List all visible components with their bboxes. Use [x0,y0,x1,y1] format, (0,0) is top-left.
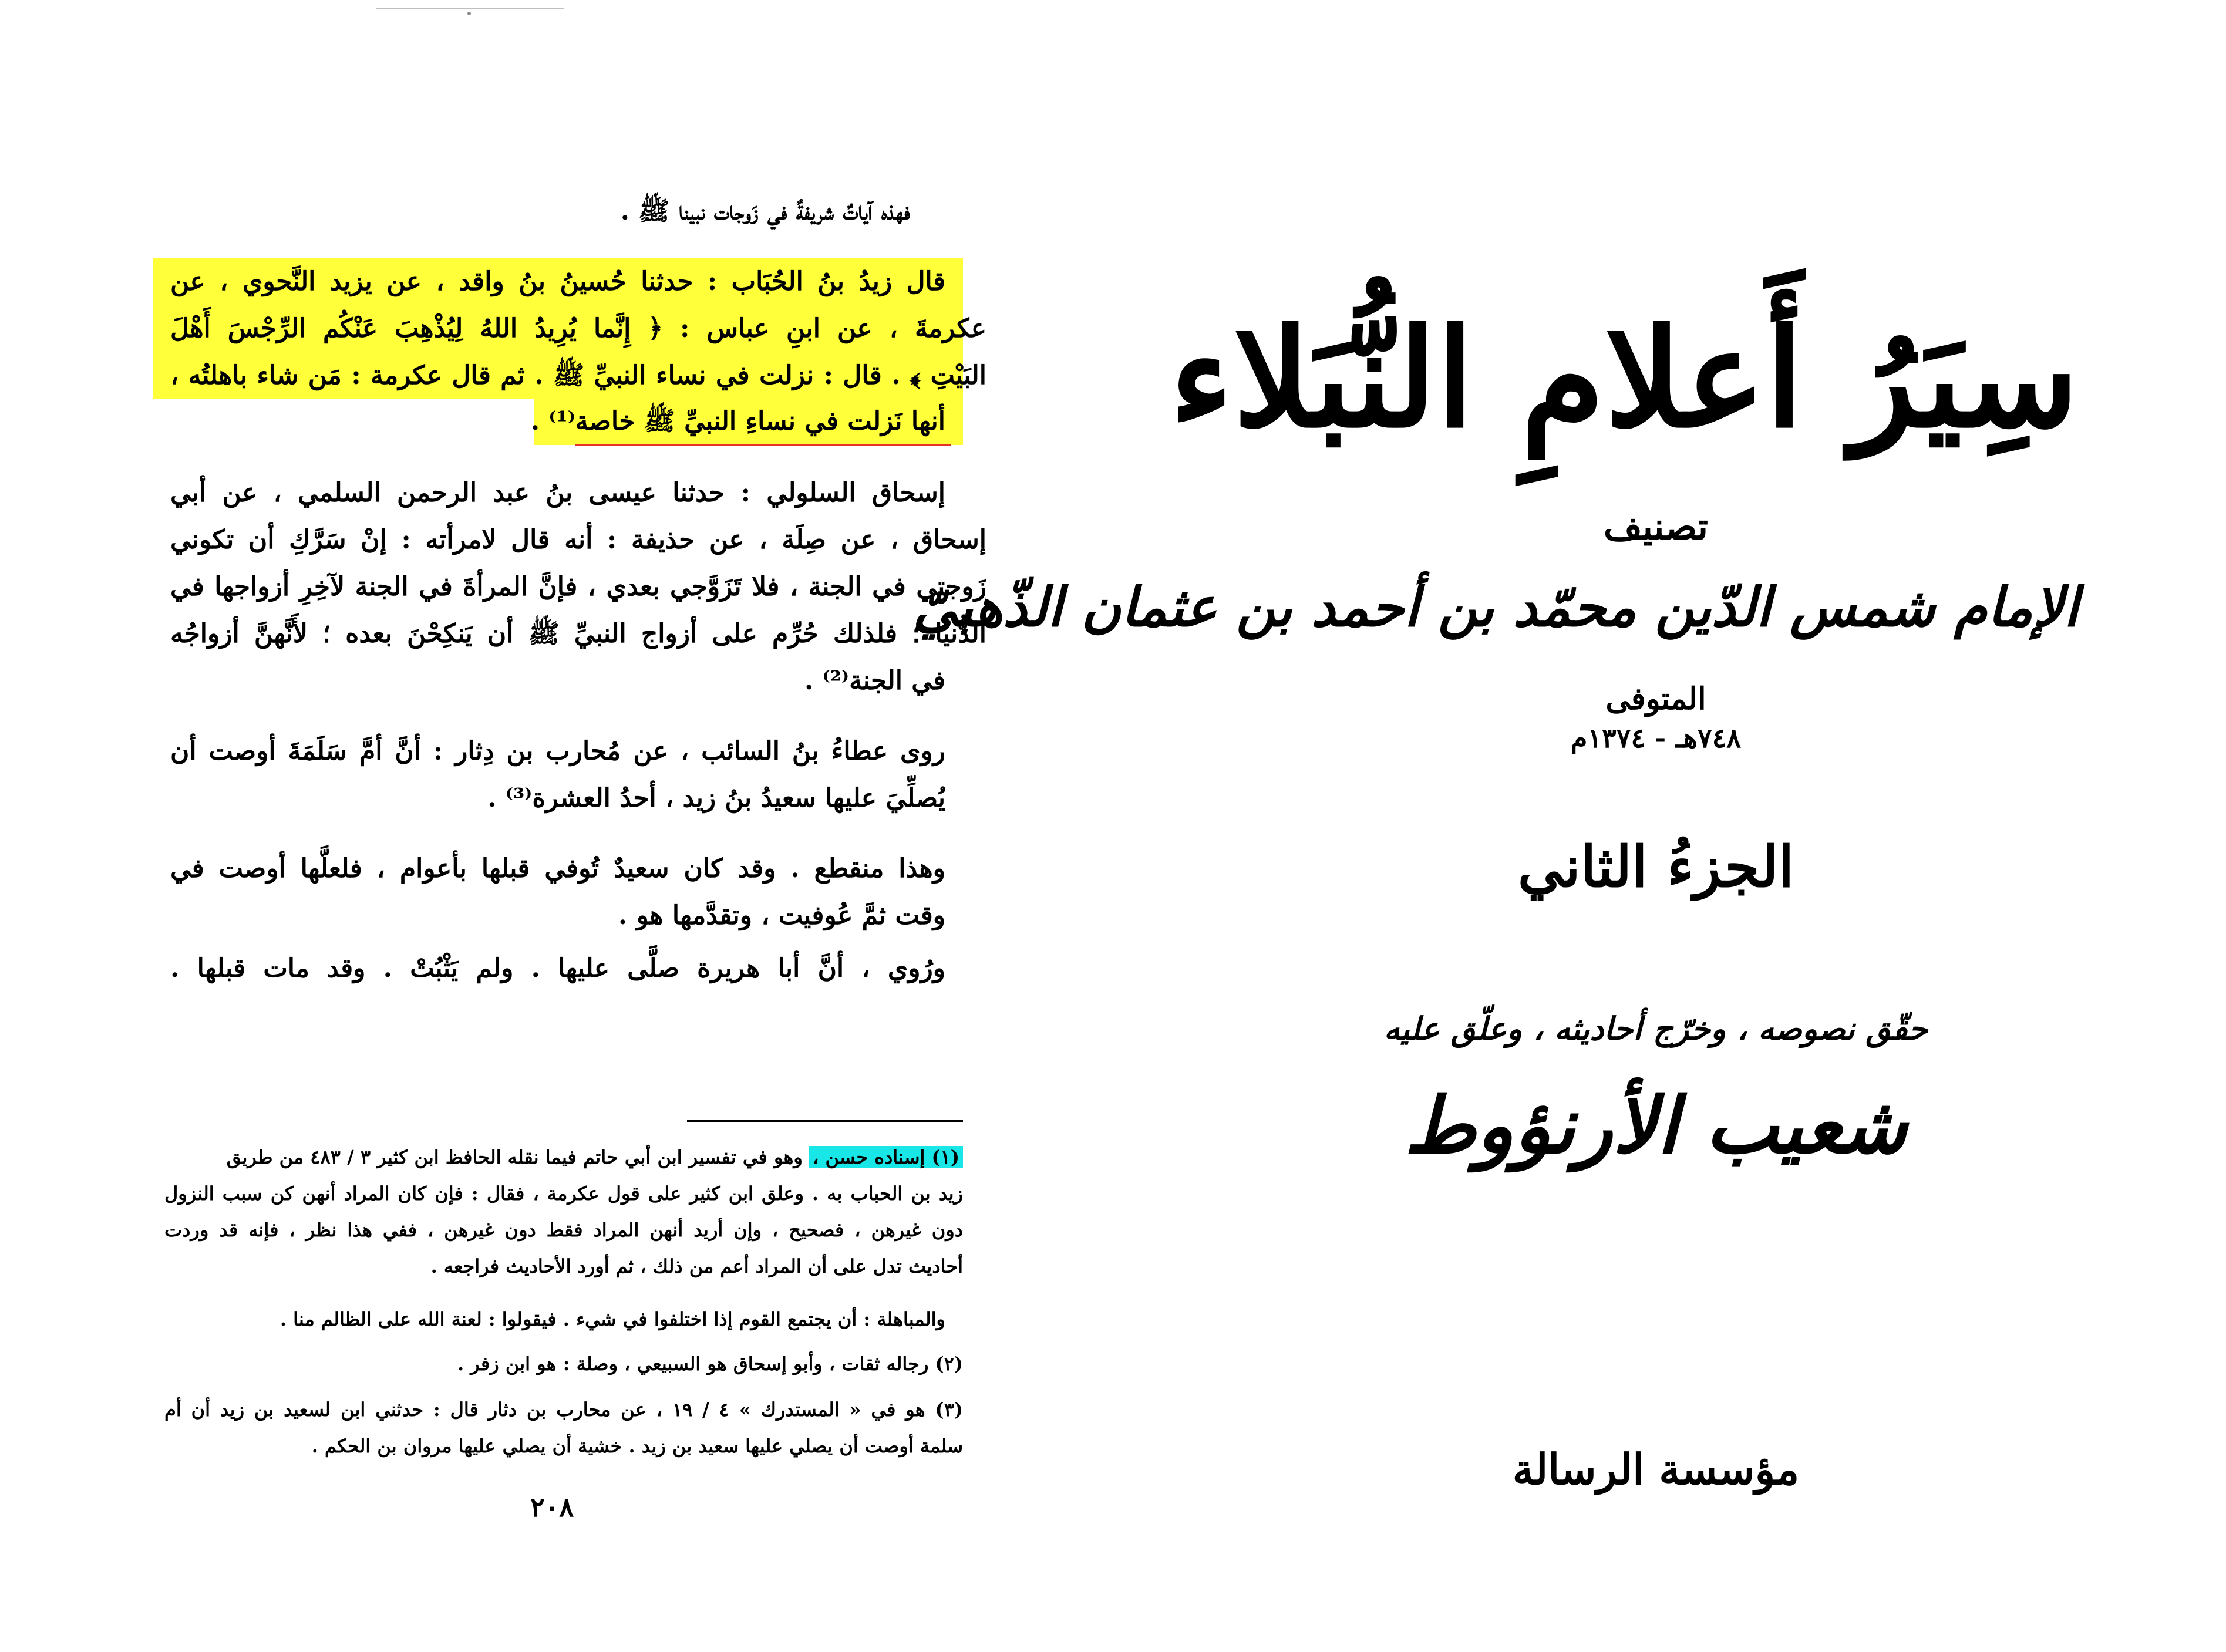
text-line: البَيْتِ ﴾ . قال : نزلت في نساء النبيِّ ﷺ . ثم قال عكرمة : مَن شاء باهلتُه ، [170,360,986,390]
death-dates: ٧٤٨هـ - ١٣٧٤م [1570,722,1742,754]
text-line: في الجنة⁽²⁾ . [804,666,945,696]
editor-role: حقّق نصوصه ، وخرّج أحاديثه ، وعلّق عليه [1383,1010,1928,1047]
text-line: يُصلِّيَ عليها سعيدُ بنُ زيد ، أحدُ العشرة⁽³⁾ . [487,783,945,813]
footnote-line: دون غيرهن ، فصحيح ، وإن أريد أنهن المراد فقط دون غيرهن ، ففي هذا نظر ، فإنه قد وردت [164,1219,963,1241]
scan-top-rule [376,8,564,9]
footnote-line: والمباهلة : أن يجتمع القوم إذا اختلفوا في شيء . فيقولوا : لعنة الله على الظالم منا . [279,1308,945,1330]
footnote-text: وهو في تفسير ابن أبي حاتم فيما نقله الحافظ ابن كثير ٣ / ٤٨٣ من طريق [226,1146,803,1168]
text-line: فهذه آياتٌ شريفةٌ في زَوجات نبينا ﷺ . [620,196,910,226]
text-line: إسحاق ، عن صِلَة ، عن حذيفة : أنه قال لامرأته : إنْ سَرَّكِ أن تكوني [170,525,986,555]
text-line: قال زيدُ بنُ الحُبَاب : حدثنا حُسينُ بنُ واقد ، عن يزيد النَّحوي ، عن [170,267,945,296]
page-number: ٢٠٨ [530,1491,574,1523]
scan-top-dot [467,12,471,15]
footnote-divider [687,1120,963,1122]
text-line: وقت ثمَّ عُوفيت ، وتقدَّمها هو . [618,901,945,930]
text-line: روى عطاءُ بنُ السائب ، عن مُحارب بن دِثار : أنَّ أمَّ سَلَمَةَ أوصت أن [170,736,945,766]
footnote-line [164,1139,963,1175]
mutawaffa-label: المتوفى [1605,681,1706,717]
text-line: عكرمةَ ، عن ابنِ عباس : ﴿ إِنَّما يُرِيدُ اللهُ لِيُذْهِبَ عَنْكُم الرِّجْسَ أَهْلَ [170,313,986,343]
footnote-line: زيد بن الحباب به . وعلق ابن كثير على قول عكرمة ، فقال : فإن كان المراد أنهن كن سبب النزول [164,1182,963,1205]
footnote-line: (٣) هو في « المستدرك » ٤ / ١٩ ، عن محارب بن دثار قال : حدثني ابن لسعيد بن زيد أن أم [164,1398,963,1421]
text-line: وهذا منقطع . وقد كان سعيدٌ تُوفي قبلها بأعوام ، فلعلَّها أوصت في [170,854,945,884]
volume-label: الجزءُ الثاني [1517,834,1794,900]
text-line: إسحاق السلولي : حدثنا عيسى بنُ عبد الرحمن السلمي ، عن أبي [170,478,945,508]
footnote-line: أحاديث تدل على أن المراد أعم من ذلك ، ثم أورد الأحاديث فراجعه . [430,1255,963,1277]
publisher-name: مؤسسة الرسالة [1512,1444,1800,1494]
text-line: أنها نَزلت في نساءِ النبيِّ ﷺ خاصة⁽¹⁾ . [530,406,945,436]
left-page [129,176,986,1526]
book-title: سِيَرُ أَعلامِ النُّبَلاء [1169,299,2079,458]
text-line: ورُوي ، أنَّ أبا هريرة صلَّى عليها . ولم يَثْبُتْ . وقد مات قبلها . [170,953,945,983]
cyan-highlight: (١) إسناده حسن ، [809,1146,963,1168]
editor-name: شعيب الأرنؤوط [1404,1080,1908,1171]
footnote-line: سلمة أوصت أن يصلي عليها سعيد بن زيد . خشية أن يصلي عليها مروان بن الحكم . [311,1435,963,1457]
footnote-line: (٢) رجاله ثقات ، وأبو إسحاق هو السبيعي ، وصلة : هو ابن زفر . [457,1353,963,1375]
tasnif-label: تصنيف [1603,505,1709,549]
author-name: الإمام شمس الدّين محمّد بن أحمد بن عثمان الذّهبيّ [912,575,2079,639]
right-page [912,223,2079,1573]
text-line: الدُّنيا ؛ فلذلك حُرِّم على أزواج النبيِّ ﷺ أن يَنكِحْنَ بعده ؛ لأَنَّهنَّ أزواجُه [170,619,986,649]
text-line: زَوجتي في الجنة ، فلا تَزَوَّجي بعدي ، فإنَّ المرأةَ في الجنة لآخِرِ أزواجها في [170,572,986,602]
